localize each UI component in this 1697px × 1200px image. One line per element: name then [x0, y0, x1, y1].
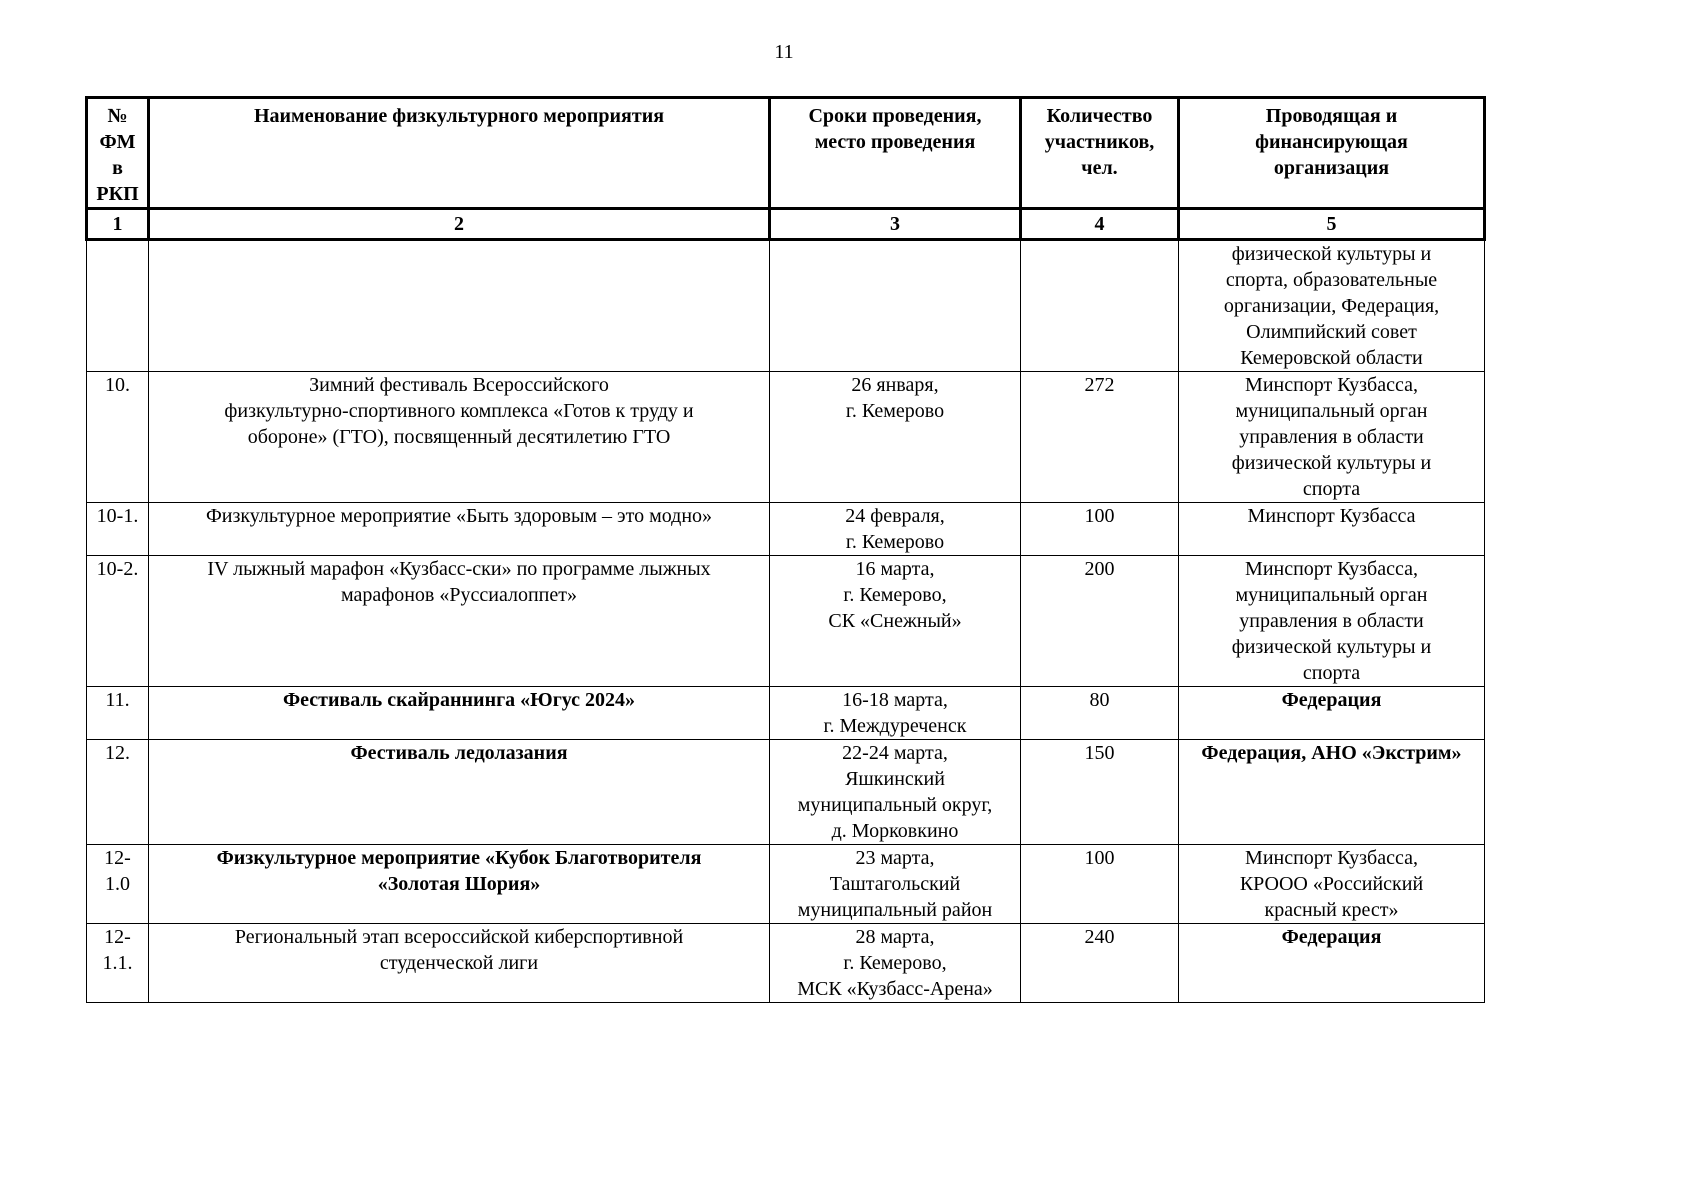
table-row — [87, 740, 1485, 845]
table-row — [87, 240, 1485, 372]
cell-date-place — [770, 240, 1021, 372]
table-body — [87, 240, 1485, 1003]
cell-participants: 100 — [1021, 503, 1179, 556]
cell-organizer: Федерация — [1179, 924, 1485, 1003]
cell-participants — [1021, 240, 1179, 372]
table-row — [87, 372, 1485, 503]
table-row — [87, 687, 1485, 740]
cell-number: 12- 1.0 — [87, 845, 149, 924]
page-number: 11 — [774, 41, 794, 63]
cell-number: 11. — [87, 687, 149, 740]
column-number: 5 — [1179, 209, 1485, 240]
cell-event-name — [149, 240, 770, 372]
cell-organizer: Федерация, АНО «Экстрим» — [1179, 740, 1485, 845]
cell-date-place: 24 февраля, г. Кемерово — [770, 503, 1021, 556]
table-row — [87, 503, 1485, 556]
header-date-place: Сроки проведения, место проведения — [770, 98, 1021, 209]
cell-number: 10-1. — [87, 503, 149, 556]
cell-event-name: Фестиваль скайраннинга «Югус 2024» — [149, 687, 770, 740]
cell-participants: 200 — [1021, 556, 1179, 687]
column-number-row — [87, 209, 1485, 240]
cell-date-place: 16 марта, г. Кемерово, СК «Снежный» — [770, 556, 1021, 687]
cell-number: 10-2. — [87, 556, 149, 687]
cell-participants: 100 — [1021, 845, 1179, 924]
header-number: № ФМ в РКП — [87, 98, 149, 209]
cell-participants: 150 — [1021, 740, 1179, 845]
column-number: 3 — [770, 209, 1021, 240]
cell-participants: 240 — [1021, 924, 1179, 1003]
column-number: 4 — [1021, 209, 1179, 240]
table-row — [87, 924, 1485, 1003]
cell-date-place: 16-18 марта, г. Междуреченск — [770, 687, 1021, 740]
cell-organizer: Минспорт Кузбасса, муниципальный орган управления в области физической культуры и спорта — [1179, 556, 1485, 687]
header-event-name: Наименование физкультурного мероприятия — [149, 98, 770, 209]
column-number: 1 — [87, 209, 149, 240]
cell-number: 12- 1.1. — [87, 924, 149, 1003]
cell-organizer: Минспорт Кузбасса, КРООО «Российский красный крест» — [1179, 845, 1485, 924]
header-row — [87, 98, 1485, 209]
table-header — [87, 98, 1485, 240]
cell-date-place: 28 марта, г. Кемерово, МСК «Кузбасс-Арена» — [770, 924, 1021, 1003]
column-number: 2 — [149, 209, 770, 240]
cell-event-name: Физкультурное мероприятие «Кубок Благотворителя «Золотая Шория» — [149, 845, 770, 924]
cell-event-name: Фестиваль ледолазания — [149, 740, 770, 845]
cell-organizer: Федерация — [1179, 687, 1485, 740]
cell-event-name: IV лыжный марафон «Кузбасс-ски» по программе лыжных марафонов «Руссиалоппет» — [149, 556, 770, 687]
cell-date-place: 26 января, г. Кемерово — [770, 372, 1021, 503]
cell-participants: 272 — [1021, 372, 1179, 503]
cell-event-name: Зимний фестиваль Всероссийского физкультурно-спортивного комплекса «Готов к труду и обороне» (ГТО), посвященный десятилетию ГТО — [149, 372, 770, 503]
cell-number: 10. — [87, 372, 149, 503]
cell-number — [87, 240, 149, 372]
cell-event-name: Физкультурное мероприятие «Быть здоровым – это модно» — [149, 503, 770, 556]
cell-date-place: 22-24 марта, Яшкинский муниципальный округ, д. Морковкино — [770, 740, 1021, 845]
cell-organizer: Минспорт Кузбасса, муниципальный орган управления в области физической культуры и спорта — [1179, 372, 1485, 503]
table-row — [87, 845, 1485, 924]
events-table — [85, 96, 1486, 1003]
header-organizer: Проводящая и финансирующая организация — [1179, 98, 1485, 209]
table-row — [87, 556, 1485, 687]
cell-participants: 80 — [1021, 687, 1179, 740]
cell-event-name: Региональный этап всероссийской киберспортивной студенческой лиги — [149, 924, 770, 1003]
cell-number: 12. — [87, 740, 149, 845]
header-participants: Количество участников, чел. — [1021, 98, 1179, 209]
cell-date-place: 23 марта, Таштагольский муниципальный район — [770, 845, 1021, 924]
cell-organizer: физической культуры и спорта, образовательные организации, Федерация, Олимпийский совет Кемеровской области — [1179, 240, 1485, 372]
cell-organizer: Минспорт Кузбасса — [1179, 503, 1485, 556]
